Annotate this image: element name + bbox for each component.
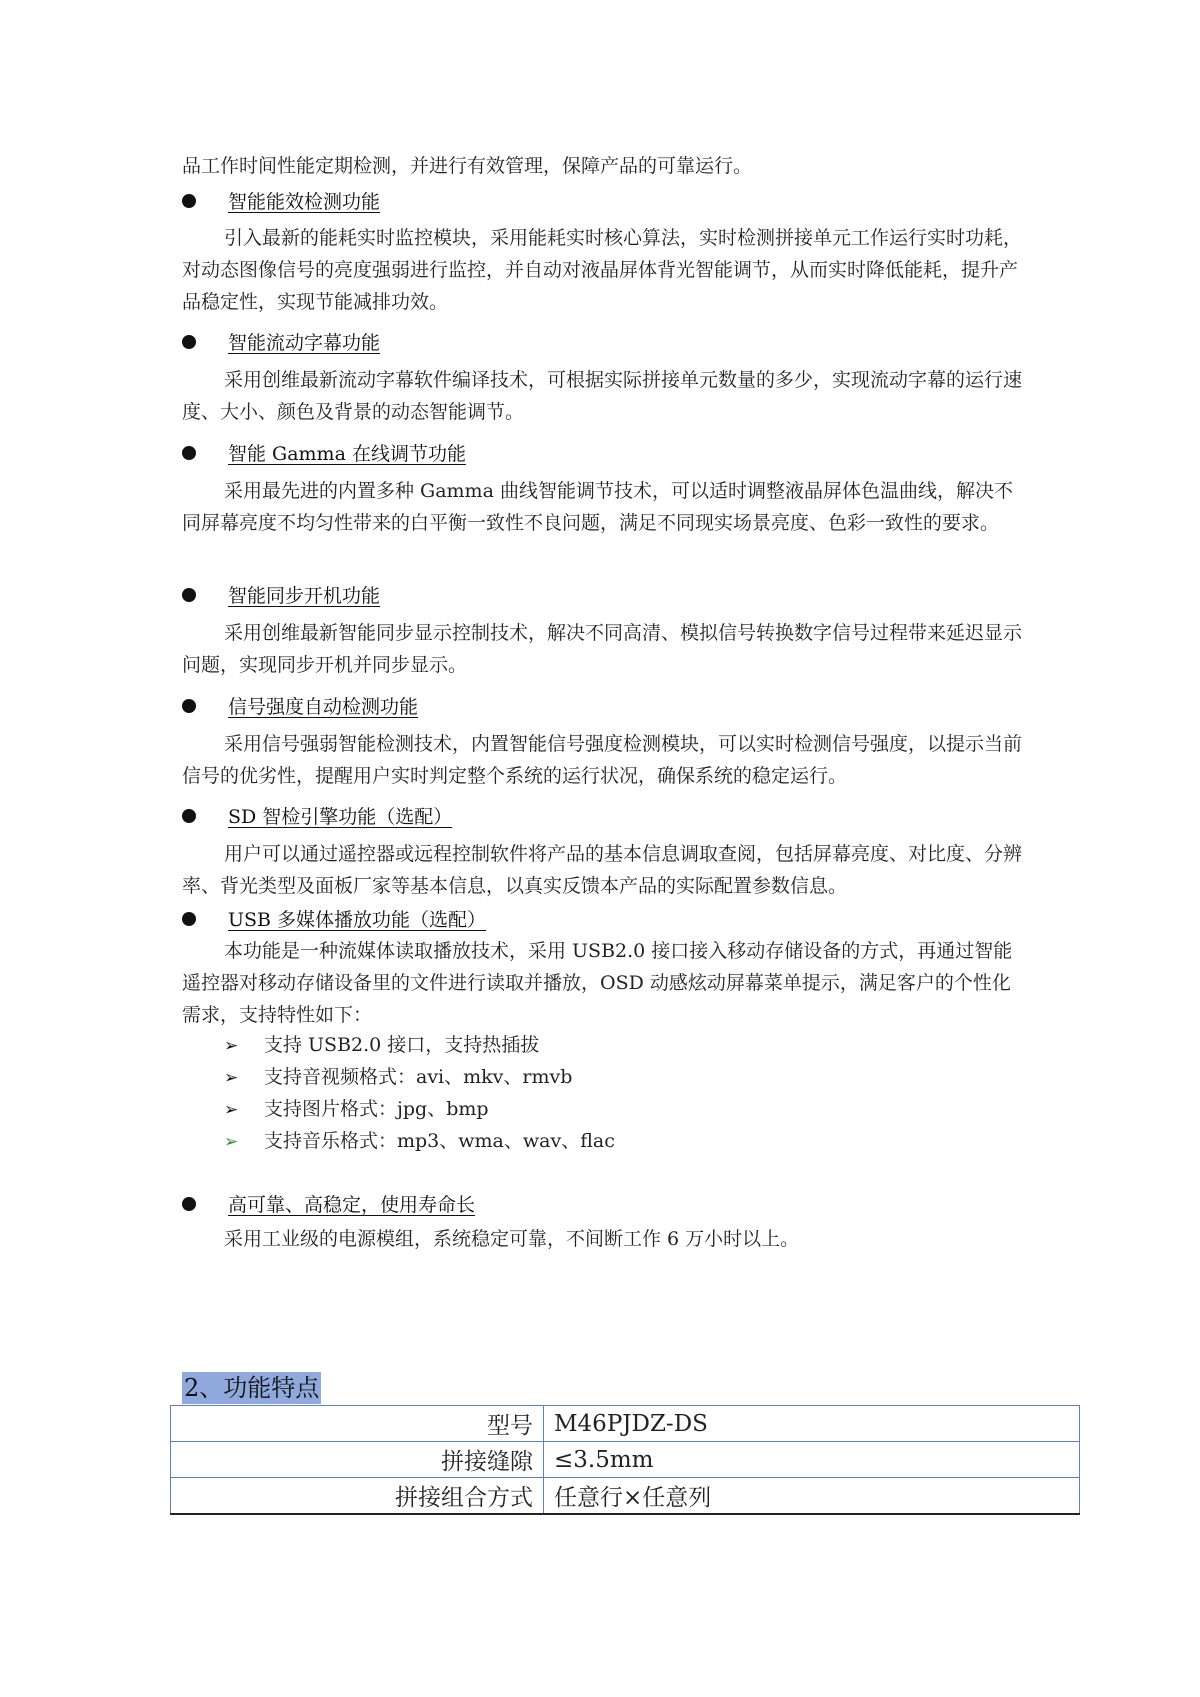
arrow-bullet-icon: ➢ [224,1132,239,1152]
feature-heading [182,906,486,934]
spec-key: 拼接组合方式 [171,1478,544,1515]
bullet-icon [182,335,196,349]
spec-value: ≤3.5mm [544,1442,1080,1478]
feature-body: 用户可以通过遥控器或远程控制软件将产品的基本信息调取查阅，包括屏幕亮度、对比度、分辨率、背光类型及面板厂家等基本信息，以真实反馈本产品的实际配置参数信息。 [182,843,1023,897]
sub-item-text: 支持音乐格式：mp3、wma、wav、flac [264,1130,615,1152]
bullet-icon [182,699,196,713]
feature-title: USB 多媒体播放功能（选配） [228,909,487,931]
spec-key: 拼接缝隙 [171,1442,544,1478]
table-row [171,1442,1080,1478]
bullet-icon [182,446,196,460]
feature-heading [182,440,466,468]
feature-title: 智能能效检测功能 [228,191,381,213]
intro-paragraph: 品工作时间性能定期检测，并进行有效管理，保障产品的可靠运行。 [182,155,753,177]
sub-list-item [224,1127,615,1156]
feature-body: 采用信号强弱智能检测技术，内置智能信号强度检测模块，可以实时检测信号强度，以提示当前信号的优劣性，提醒用户实时判定整个系统的运行状况，确保系统的稳定运行。 [182,733,1023,787]
feature-heading [182,693,418,721]
bullet-icon [182,194,196,208]
feature-body: 采用工业级的电源模组，系统稳定可靠，不间断工作 6 万小时以上。 [224,1228,800,1250]
feature-body: 本功能是一种流媒体读取播放技术，采用 USB2.0 接口接入移动存储设备的方式，再通过智能遥控器对移动存储设备里的文件进行读取并播放，OSD 动感炫动屏幕菜单提示，满足客户的个性化需求，支持特性如下： [182,940,1013,1026]
feature-heading [182,188,380,216]
feature-title: 高可靠、高稳定，使用寿命长 [228,1194,476,1216]
feature-heading [182,803,452,831]
spec-value: M46PJDZ-DS [544,1406,1080,1442]
feature-title: 智能流动字幕功能 [228,332,381,354]
bullet-icon [182,588,196,602]
sub-item-text: 支持音视频格式：avi、mkv、rmvb [264,1066,573,1088]
feature-body: 引入最新的能耗实时监控模块，采用能耗实时核心算法，实时检测拼接单元工作运行实时功耗，对动态图像信号的亮度强弱进行监控，并自动对液晶屏体背光智能调节，从而实时降低能耗，提升产品稳定性，实现节能减排功效。 [182,227,1023,313]
spec-key: 型号 [171,1406,544,1442]
feature-body: 采用创维最新流动字幕软件编译技术，可根据实际拼接单元数量的多少，实现流动字幕的运行速度、大小、颜色及背景的动态智能调节。 [182,369,1023,423]
bullet-icon [182,912,196,926]
table-row [171,1406,1080,1442]
section-title: 2、功能特点 [184,1374,320,1402]
bullet-icon [182,809,196,823]
feature-heading [182,582,380,610]
arrow-bullet-icon: ➢ [224,1036,239,1056]
arrow-bullet-icon: ➢ [224,1068,239,1088]
feature-title: 智能同步开机功能 [228,585,381,607]
feature-title: 智能 Gamma 在线调节功能 [228,443,466,465]
table-row [171,1478,1080,1515]
feature-heading [182,329,380,357]
feature-title: 信号强度自动检测功能 [228,696,419,718]
sub-list-item [224,1031,539,1060]
sub-item-text: 支持图片格式：jpg、bmp [264,1098,489,1120]
sub-item-text: 支持 USB2.0 接口，支持热插拔 [264,1034,540,1056]
feature-body: 采用最先进的内置多种 Gamma 曲线智能调节技术，可以适时调整液晶屏体色温曲线，解决不同屏幕亮度不均匀性带来的白平衡一致性不良问题，满足不同现实场景亮度、色彩一致性的要求。 [182,480,1013,534]
feature-heading [182,1191,475,1219]
feature-title: SD 智检引擎功能（选配） [228,806,453,828]
spec-table [170,1405,1080,1515]
spec-value: 任意行×任意列 [544,1478,1080,1515]
sub-list-item [224,1063,572,1092]
bullet-icon [182,1197,196,1211]
sub-list-item [224,1095,489,1124]
feature-body: 采用创维最新智能同步显示控制技术，解决不同高清、模拟信号转换数字信号过程带来延迟显示问题，实现同步开机并同步显示。 [182,622,1023,676]
arrow-bullet-icon: ➢ [224,1100,239,1120]
